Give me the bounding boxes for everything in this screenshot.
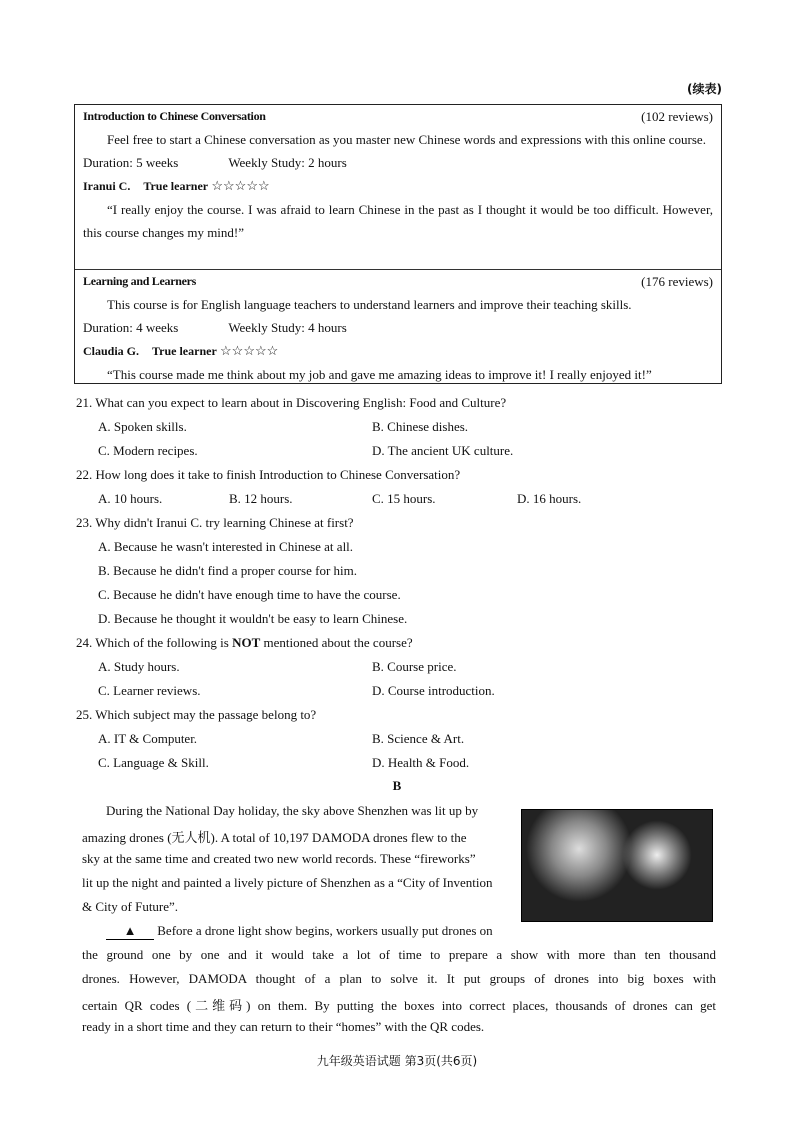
option: D. Course introduction. [372,683,495,698]
reviewer-name: Claudia G. [83,344,140,358]
paragraph-line: lit up the night and painted a lively picture of Shenzhen as a “City of Invention [82,875,493,890]
review-quote: “I really enjoy the course. I was afraid to learn Chinese in the past as I thought it would be too difficult. However, this course changes my mind!” [83,202,713,240]
review-count: (102 reviews) [641,109,713,124]
paragraph-line: sky at the same time and created two new world records. These “fireworks” [82,851,476,866]
question-stem: 23. Why didn't Iranui C. try learning Chinese at first? [76,515,354,530]
option: B. 12 hours. [229,491,293,506]
paragraph-line [106,923,493,940]
option: A. 10 hours. [98,491,163,506]
option: D. Health & Food. [372,755,470,770]
answer-blank: ▲ [106,923,154,940]
course-entry [75,105,721,244]
stem-text: 24. Which of the following is [76,635,233,650]
option: A. Spoken skills. [98,419,187,434]
star-rating: ☆☆☆☆☆ [220,343,279,358]
question-stem: 22. How long does it take to finish Introduction to Chinese Conversation? [76,467,461,482]
option: D. 16 hours. [517,491,582,506]
weekly-study: Weekly Study: 2 hours [228,155,347,170]
option: C. Modern recipes. [98,443,198,458]
review-quote: “This course made me think about my job and gave me amazing ideas to improve it! I really enjoyed it!” [107,367,652,382]
option: B. Because he didn't find a proper course for him. [98,563,358,578]
learner-badge: True learner [152,344,217,358]
duration: Duration: 5 weeks [83,155,179,170]
question-stem: 25. Which subject may the passage belong to? [76,707,317,722]
stem-emphasis: NOT [232,635,261,650]
course-title: Introduction to Chinese Conversation [83,109,266,123]
paragraph-line: amazing drones (无人机). A total of 10,197 DAMODA drones flew to the [82,830,467,845]
course-description: This course is for English language teachers to understand learners and improve their teaching skills. [107,297,632,312]
question-stem: 21. What can you expect to learn about in Discovering English: Food and Culture? [76,395,507,410]
option: C. Because he didn't have enough time to have the course. [98,587,401,602]
stem-text: mentioned about the course? [260,635,413,650]
paragraph-line: & City of Future”. [82,899,179,914]
option: D. Because he thought it wouldn't be easy to learn Chinese. [98,611,408,626]
option: C. 15 hours. [372,491,436,506]
weekly-study: Weekly Study: 4 hours [228,320,347,335]
continued-label: (续表) [687,82,722,96]
paragraph-line: certain QR codes (二维码) on them. By putting the boxes into correct places, thousands of drones can get [82,998,716,1013]
duration: Duration: 4 weeks [83,320,179,335]
option: B. Course price. [372,659,457,674]
course-entry [75,269,721,386]
option: A. Because he wasn't interested in Chinese at all. [98,539,354,554]
option: A. IT & Computer. [98,731,198,746]
course-description: Feel free to start a Chinese conversation as you master new Chinese words and expressions with this online course. [107,132,706,147]
option: C. Language & Skill. [98,755,209,770]
option: B. Science & Art. [372,731,465,746]
review-count: (176 reviews) [641,274,713,289]
section-heading: B [392,778,402,793]
course-table [74,104,722,384]
page-footer: 九年级英语试题 第3页(共6页) [316,1054,478,1068]
option: C. Learner reviews. [98,683,201,698]
paragraph-line: the ground one by one and it would take a lot of time to prepare a show with more than ten thousand [82,947,716,962]
fireworks-drone-photo [521,809,713,922]
learner-badge: True learner [143,179,209,193]
paragraph-line: drones. However, DAMODA thought of a plan to solve it. It put groups of drones into big boxes with [82,971,716,986]
option: A. Study hours. [98,659,180,674]
reviewer-name: Iranui C. [83,179,131,193]
star-rating: ☆☆☆☆☆ [211,178,270,193]
paragraph-line: ready in a short time and they can return to their “homes” with the QR codes. [82,1019,485,1034]
paragraph-text: Before a drone light show begins, workers usually put drones on [157,923,493,938]
question-stem [76,635,413,651]
course-title: Learning and Learners [83,274,197,288]
option: D. The ancient UK culture. [372,443,514,458]
option: B. Chinese dishes. [372,419,469,434]
paragraph-line: During the National Day holiday, the sky above Shenzhen was lit up by [106,803,479,818]
